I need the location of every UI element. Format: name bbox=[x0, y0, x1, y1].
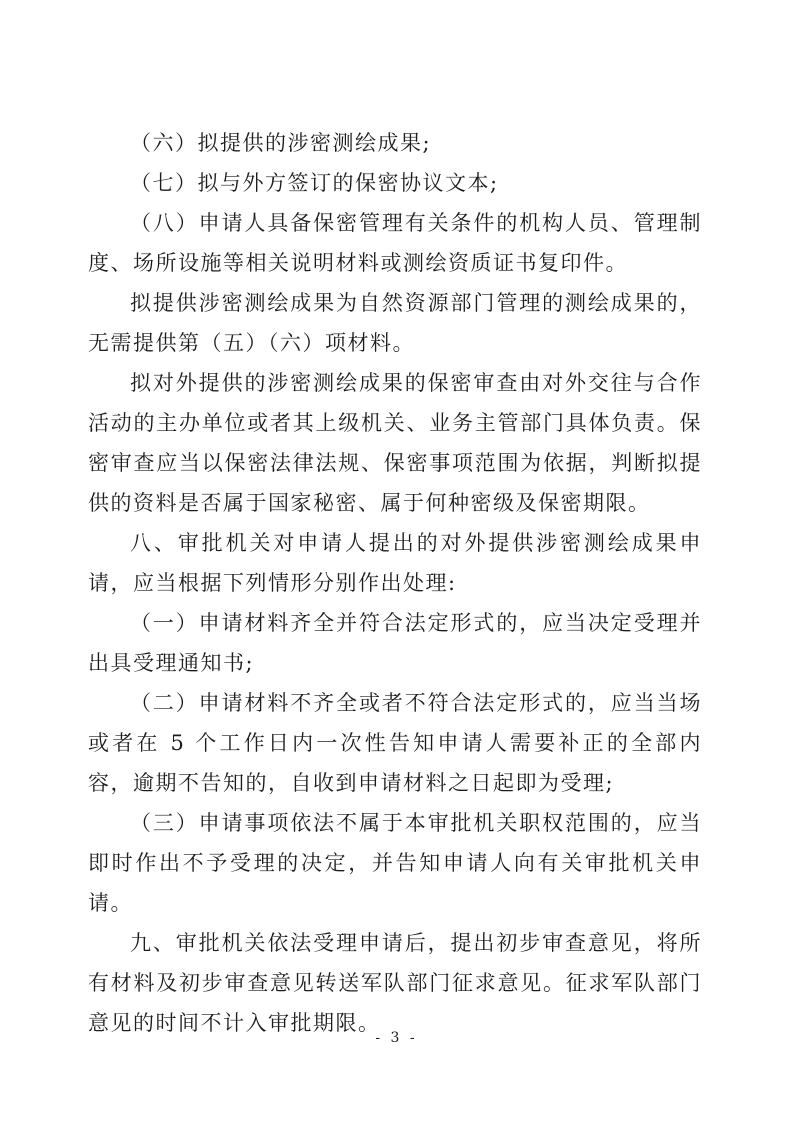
document-text-body bbox=[88, 123, 702, 1043]
paragraph-clause-8-intro: 八、审批机关对申请人提出的对外提供涉密测绘成果申请，应当根据下列情形分别作出处理: bbox=[88, 531, 702, 595]
paragraph-clause-8-item-3: （三）申请事项依法不属于本审批机关职权范围的，应当即时作出不予受理的决定，并告知申请人向有关审批机关申请。 bbox=[88, 811, 702, 915]
paragraph-item-7: （七）拟与外方签订的保密协议文本; bbox=[130, 171, 499, 195]
paragraph-item-8: （八）申请人具备保密管理有关条件的机构人员、管理制度、场所设施等相关说明材料或测绘资质证书复印件。 bbox=[88, 211, 702, 275]
paragraph-review-responsibility: 拟对外提供的涉密测绘成果的保密审查由对外交往与合作活动的主办单位或者其上级机关、业务主管部门具体负责。保密审查应当以保密法律法规、保密事项范围为依据，判断拟提供的资料是否属于国家秘密、属于何种密级及保密期限。 bbox=[88, 371, 702, 515]
paragraph-exemption-note: 拟提供涉密测绘成果为自然资源部门管理的测绘成果的，无需提供第（五）（六）项材料。 bbox=[88, 291, 702, 355]
paragraph-clause-8-item-1: （一）申请材料齐全并符合法定形式的，应当决定受理并出具受理通知书; bbox=[88, 611, 702, 675]
page-number: - 3 - bbox=[375, 1030, 418, 1046]
paragraph-clause-9: 九、审批机关依法受理申请后，提出初步审查意见，将所有材料及初步审查意见转送军队部门征求意见。征求军队部门意见的时间不计入审批期限。 bbox=[88, 931, 702, 1035]
paragraph-item-6: （六）拟提供的涉密测绘成果; bbox=[130, 131, 432, 155]
paragraph-clause-8-item-2: （二）申请材料不齐全或者不符合法定形式的，应当当场或者在 5 个工作日内一次性告知申请人需要补正的全部内容，逾期不告知的，自收到申请材料之日起即为受理; bbox=[88, 691, 702, 795]
